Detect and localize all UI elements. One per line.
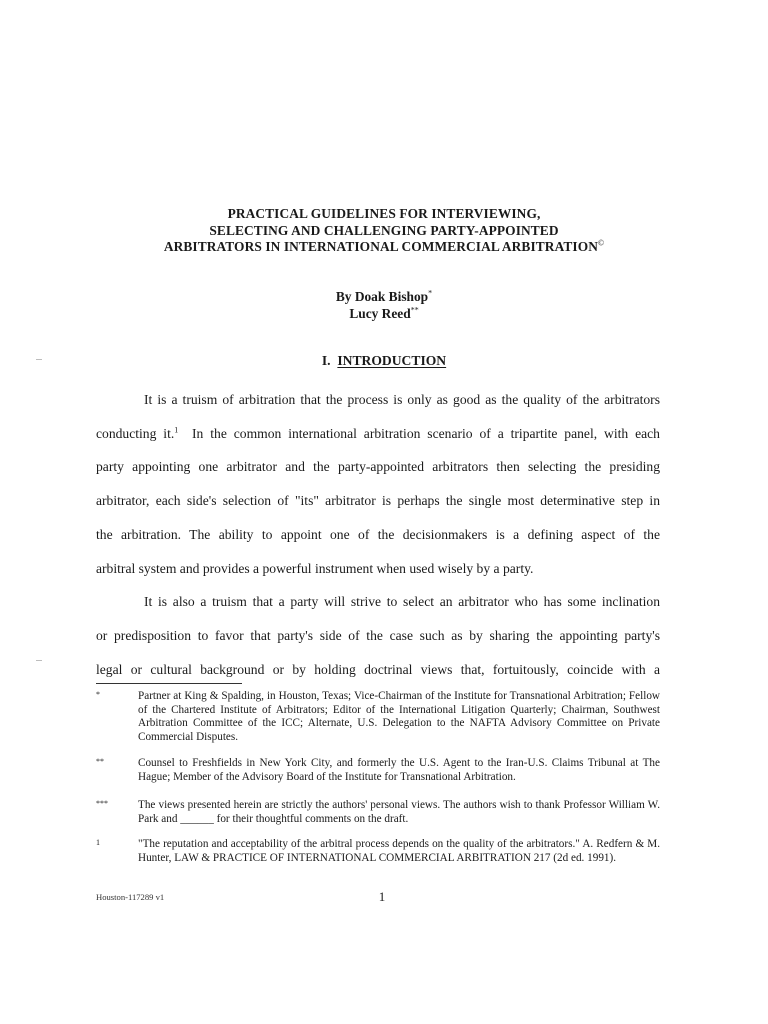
author-line: By Doak Bishop*: [335, 288, 433, 304]
footnote-text: "The reputation and acceptability of the arbitral process depends on the quality of the arbitrators." A. Redfern & M. Hunter, LAW & PRACTICE OF INTERNATIONAL COMMERCIAL ARBITRATION 217 (2d ed. 1991).: [138, 838, 660, 864]
section-number: I.: [321, 353, 331, 368]
footnote-ref: 1: [174, 425, 179, 435]
footnote: [96, 838, 660, 865]
body-text: [96, 383, 660, 686]
text-line: party appointing one arbitrator and the party-appointed arbitrators then selecting the presiding: [96, 459, 660, 475]
section-title: INTRODUCTION: [337, 353, 447, 368]
author-block: [90, 289, 678, 322]
section-heading: [90, 353, 678, 369]
document-id: Houston-117289 v1: [96, 892, 165, 902]
title-line: ARBITRATORS IN INTERNATIONAL COMMERCIAL ARBITRATION©: [163, 238, 605, 254]
footnote-ref: **: [410, 305, 419, 315]
title-line: SELECTING AND CHALLENGING PARTY-APPOINTED: [209, 222, 559, 238]
copyright-mark: ©: [597, 238, 605, 248]
paragraph: [96, 383, 660, 585]
footnote-ref: *: [428, 288, 433, 298]
footnote: [96, 757, 660, 784]
text-line: legal or cultural background or by holding doctrinal views that, fortuitously, coincide with a: [96, 661, 660, 677]
footnote: [96, 799, 660, 826]
footnote-text: The views presented herein are strictly the authors' personal views. The authors wish to thank Professor William W. Park and ______ for their thoughtful comments on the draft.: [138, 799, 660, 825]
text-line: or predisposition to favor that party's side of the case such as by sharing the appointing party's: [96, 627, 660, 643]
scan-mark: [36, 660, 42, 661]
text-line: the arbitration. The ability to appoint one of the decisionmakers is a defining aspect of the: [96, 526, 660, 542]
title-line: PRACTICAL GUIDELINES FOR INTERVIEWING,: [227, 206, 541, 221]
text-line: arbitrator, each side's selection of "its" arbitrator is perhaps the single most determinative step in: [96, 493, 660, 509]
footnote-mark: **: [96, 757, 104, 766]
footnote-mark: ***: [96, 799, 108, 808]
scan-mark: [36, 359, 42, 360]
footnote: [96, 690, 660, 744]
document-title: [90, 206, 678, 256]
text-line: It is also a truism that a party will strive to select an arbitrator who has some inclination: [144, 594, 660, 610]
footnote-text: Partner at King & Spalding, in Houston, Texas; Vice-Chairman of the Institute for Transnational Arbitration; Fellow of the Chartered Institute of Arbitrators; Editor of the International Litigation Quarterly; Chairman, Southwest Arbitration Committee of the ICC; Alternate, U.S. Delegation to the NAFTA Advisory Committee on Private Commercial Disputes.: [138, 690, 660, 743]
text-line: conducting it.$^1$ In the common international arbitration scenario of a tripartite panel, with each: [96, 425, 660, 441]
text-line: arbitral system and provides a powerful instrument when used wisely by a party.: [96, 560, 534, 576]
footnote-text: Counsel to Freshfields in New York City, and formerly the U.S. Agent to the Iran-U.S. Claims Tribunal at The Hague; Member of the Advisory Board of the Institute for Transnational Arbitration.: [138, 757, 660, 783]
footnote-mark: *: [96, 690, 100, 699]
text-line: It is a truism of arbitration that the process is only as good as the quality of the arbitrators: [144, 392, 660, 407]
author-line: Lucy Reed**: [349, 305, 419, 321]
page-number: 1: [378, 889, 386, 904]
paragraph: [96, 585, 660, 686]
footnote-mark: 1: [96, 838, 100, 847]
footnote-separator: [96, 683, 242, 684]
